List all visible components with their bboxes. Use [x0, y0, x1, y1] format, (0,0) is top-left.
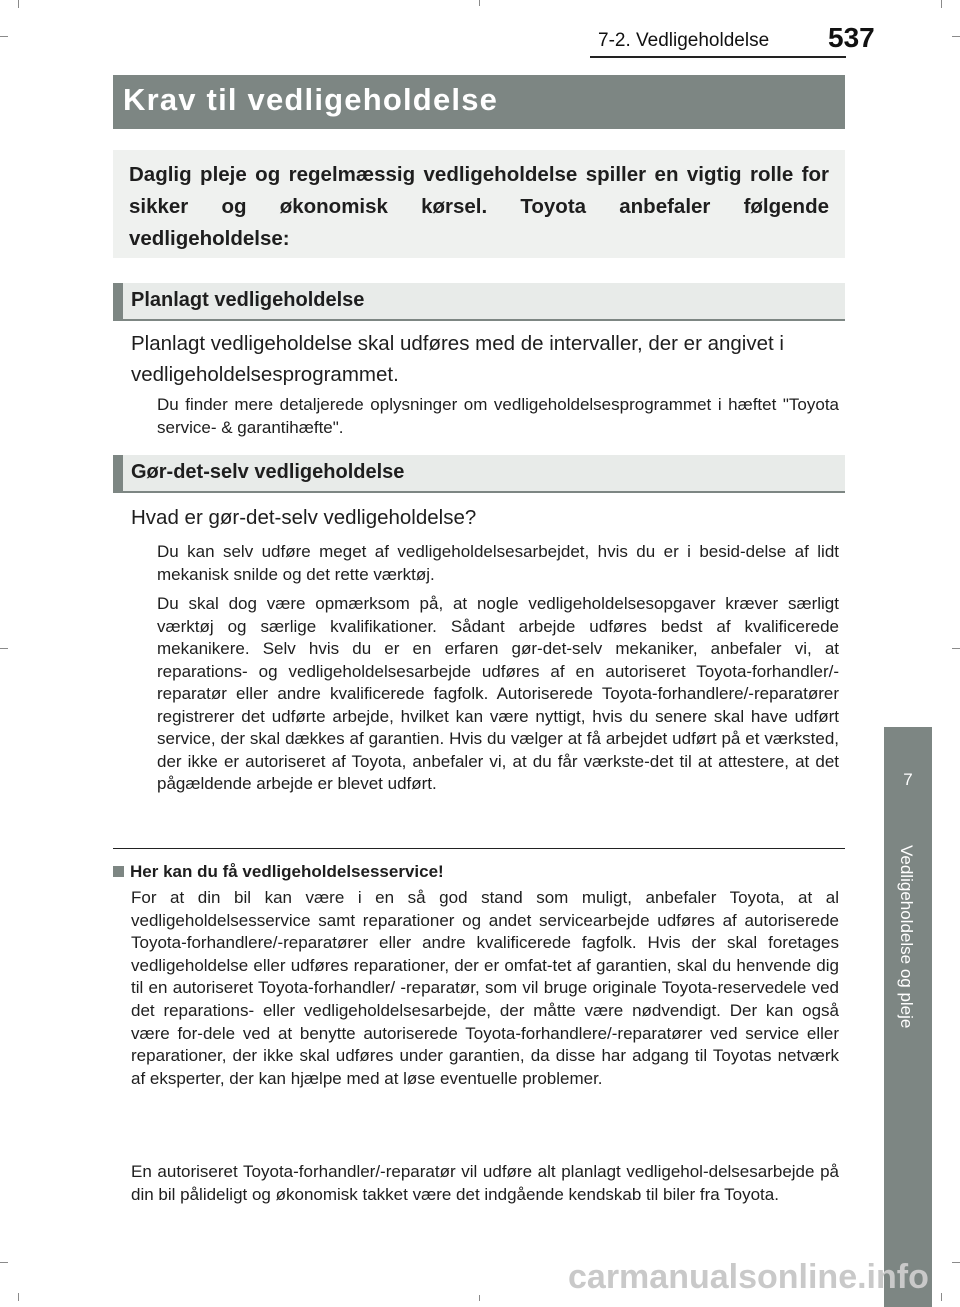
- crop-mark: [952, 648, 960, 649]
- crop-mark: [18, 1293, 19, 1301]
- section-heading-text: Planlagt vedligeholdelse: [131, 289, 365, 311]
- section-heading-text: Gør-det-selv vedligeholdelse: [131, 461, 405, 483]
- chapter-number: 7: [903, 770, 913, 789]
- intro-box: [113, 150, 845, 258]
- crop-mark: [952, 1262, 960, 1263]
- section-heading-diy: [113, 455, 845, 493]
- intro-text: Daglig pleje og regelmæssig vedligeholdelse spiller en vigtig rolle for sikker og økonomisk kørsel. Toyota anbefaler følgende vedligeholdelse:: [129, 163, 829, 250]
- divider: [113, 848, 845, 849]
- page-title: Krav til vedligeholdelse: [123, 82, 499, 117]
- note-heading: [113, 862, 444, 882]
- crop-mark: [0, 1262, 8, 1263]
- note-paragraph: For at din bil kan være i en så god stand som muligt, anbefaler Toyota, at al vedligeholdelsesservice samt reparationer og andet servicearbejde udføres af autoriserede Toyota-forhandlere/-reparatører eller andre kvalificerede fagfolk. Hvis der skal foretages vedligeholdelse eller udføres reparationer, der er omfat-tet af garantien, skal du henvende dig til en autoriseret Toyota-forhandler/ -reparatør, som vil bruge originale Toyota-reservedele ved det reparations- eller vedligeholdelsesarbejde, der måtte være nødvendigt. Der kan også være for-dele ved at benytte autoriserede Toyota-forhandlere/-reparatører ved service eller reparationer, der ikke skal udføres under garantien, da disse har adgang til Toyotas netværk af eksperter, der kan hjælpe med at løse eventuelle problemer.: [131, 888, 839, 1088]
- page-title-band: [113, 75, 845, 129]
- crop-mark: [941, 0, 942, 8]
- section-body: Du skal dog være opmærksom på, at nogle vedligeholdelsesopgaver kræver særligt værktøj og særlige kvalifikationer. Sådant arbejde udføres bedst af kvalificerede mekanikere. Selv hvis du er en erfaren gør-det-selv mekaniker, anbefaler vi, at reparations- og vedligeholdelsesarbejde udføres af en autoriseret Toyota-forhandler/-reparatør eller andre kvalificerede fagfolk. Autoriserede Toyota-forhandlere/-reparatører registrerer det udførte arbejde, hvilket kan være nyttigt, hvis du senere skal have udført service, der skal dækkes af garantien. Hvis du vælger at få arbejdet udført på et værksted, der ikke er autoriseret af Toyota, anbefaler vi, at du får værkste-det til at attestere, at det pågældende arbejde er blevet udført.: [157, 594, 839, 793]
- section-lead: Hvad er gør-det-selv vedligeholdelse?: [131, 506, 477, 529]
- square-bullet-icon: [113, 866, 124, 877]
- crop-mark: [0, 648, 8, 649]
- crop-mark: [0, 36, 8, 37]
- page-number: 537: [828, 22, 875, 53]
- section-body: Du finder mere detaljerede oplysninger om vedligeholdelsesprogrammet i hæftet "Toyota service- & garantihæfte".: [157, 395, 839, 437]
- watermark: carmanualsonline.info: [568, 1258, 929, 1296]
- section-heading-planned: [113, 283, 845, 321]
- crop-mark: [952, 36, 960, 37]
- section-header: 7-2. Vedligeholdelse: [598, 30, 770, 51]
- heading-accent-bar: [113, 455, 123, 491]
- heading-accent-bar: [113, 283, 123, 319]
- crop-mark: [479, 1295, 480, 1301]
- crop-mark: [18, 0, 19, 8]
- crop-mark: [941, 1293, 942, 1301]
- header-rule: [590, 56, 846, 58]
- crop-mark: [479, 0, 480, 6]
- chapter-label: Vedligeholdelse og pleje: [897, 845, 916, 1029]
- note-paragraph: En autoriseret Toyota-forhandler/-reparatør vil udføre alt planlagt vedligehol-delsesarbejde på din bil pålideligt og økonomisk takket være det indgående kendskab til biler fra Toyota.: [131, 1162, 839, 1204]
- section-body: Du kan selv udføre meget af vedligeholdelsesarbejdet, hvis du er i besid-delse af lidt mekanisk snilde og det rette værktøj.: [157, 542, 839, 584]
- note-heading-text: Her kan du få vedligeholdelsesservice!: [130, 862, 444, 881]
- section-lead: Planlagt vedligeholdelse skal udføres med de intervaller, der er angivet i vedligeholdelsesprogrammet.: [131, 332, 784, 386]
